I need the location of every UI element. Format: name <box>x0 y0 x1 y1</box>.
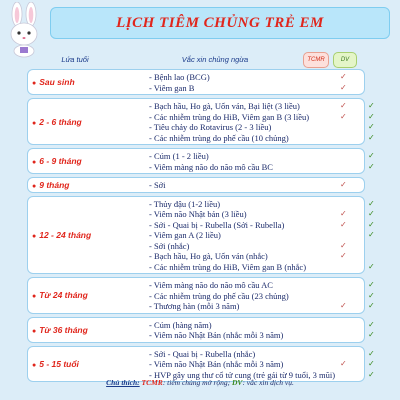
age-group-row <box>27 346 375 383</box>
tcmr-check-icon: ✓ <box>340 101 347 110</box>
age-group-row <box>27 317 375 343</box>
vaccine-item: - Tiêu chảy do Rotavirus (2 - 3 liều) <box>149 122 272 132</box>
age-group-label <box>32 77 112 87</box>
tcmr-check-icon: ✓ <box>340 111 347 121</box>
footer-legend <box>0 378 400 387</box>
tcmr-check-icon: ✓ <box>340 240 347 250</box>
bullet-icon: ● <box>32 361 37 369</box>
vaccine-item: - Các nhiễm trùng do phế cầu (10 chủng) <box>149 132 289 143</box>
age-group-label <box>32 180 112 190</box>
vaccine-item: - Viêm màng não do não mô cầu AC <box>149 280 273 290</box>
age-group-row <box>27 177 365 193</box>
dv-check-icon: ✓ <box>368 330 375 339</box>
vaccine-item: - Các nhiễm trùng do HiB, Viêm gan B (nhắc) <box>149 261 307 272</box>
dv-check-icon: ✓ <box>368 122 375 131</box>
dv-check-icon: ✓ <box>368 280 375 289</box>
vaccine-item: - Viêm não Nhật bản (3 liều) <box>149 209 247 219</box>
age-text: Từ 36 tháng <box>39 324 88 335</box>
dv-check-icon: ✓ <box>368 261 375 271</box>
tcmr-check-icon: ✓ <box>340 301 347 310</box>
vaccine-item: - Sởi - Quai bị - Rubella (nhắc) <box>149 348 256 359</box>
vaccine-item: - Sởi - Quai bị - Rubella (Sởi - Rubella) <box>149 219 285 230</box>
tcmr-check-icon: ✓ <box>340 251 347 260</box>
bullet-icon: ● <box>32 293 37 301</box>
age-text: Từ 24 tháng <box>39 290 88 301</box>
bullet-icon: ● <box>32 119 37 127</box>
legend-tcmr-key: TCMR <box>141 378 163 387</box>
age-group-label <box>32 359 112 369</box>
vaccine-item: - Các nhiễm trùng do HiB, Viêm gan B (3 liều) <box>149 111 310 122</box>
legend-dv-desc: : vắc xin dịch vụ. <box>242 378 294 387</box>
dv-check-icon: ✓ <box>368 290 375 300</box>
bunny-mascot-icon <box>2 2 46 58</box>
legend-tcmr-desc: : tiêm chủng mở rộng; <box>162 378 231 387</box>
vaccine-item: - Cúm (1 - 2 liều) <box>149 151 209 161</box>
dv-check-icon: ✓ <box>368 161 375 171</box>
tcmr-check-icon: ✓ <box>340 359 347 368</box>
dv-check-icon: ✓ <box>368 151 375 160</box>
age-text: 6 - 9 tháng <box>39 156 82 166</box>
dv-check-icon: ✓ <box>368 132 375 142</box>
dv-check-icon: ✓ <box>368 209 375 218</box>
age-group-label <box>32 156 112 166</box>
age-group-row <box>27 98 375 145</box>
vaccine-item: - Viêm gan B <box>149 82 195 93</box>
dv-check-icon: ✓ <box>368 369 375 379</box>
vaccine-item: - Viêm gan A (2 liều) <box>149 230 221 240</box>
page-title: LỊCH TIÊM CHỦNG TRẺ EM <box>116 14 324 31</box>
bullet-icon: ● <box>32 232 37 240</box>
age-group-label <box>32 230 112 240</box>
bullet-icon: ● <box>32 80 37 87</box>
vaccine-item: - Thương hàn (mỗi 3 năm) <box>149 301 240 311</box>
age-group-row <box>27 277 375 314</box>
age-group-label <box>32 117 112 127</box>
dv-check-icon: ✓ <box>368 301 375 310</box>
header-vaccine: Vắc xin chủng ngừa <box>181 54 249 64</box>
vaccine-item: - HVP gây ung thư cổ tử cung (trẻ gái từ 9 tuổi, 3 mũi) <box>149 369 336 380</box>
age-text: 12 - 24 tháng <box>39 229 92 240</box>
age-group-row <box>27 148 375 174</box>
dv-check-icon: ✓ <box>368 348 375 358</box>
bullet-icon: ● <box>32 159 37 166</box>
age-text: 5 - 15 tuổi <box>39 358 79 369</box>
vaccine-item: - Viêm não Nhật Bản (nhắc mỗi 3 năm) <box>149 330 284 340</box>
dv-check-icon: ✓ <box>368 219 375 229</box>
vaccine-item: - Viêm màng não do não mô cầu BC <box>149 161 273 172</box>
header-age: Lứa tuổi <box>61 54 89 64</box>
vaccine-item: - Bạch hầu, Ho gà, Uốn ván (nhắc) <box>149 251 268 261</box>
dv-check-icon: ✓ <box>368 359 375 368</box>
tcmr-check-icon: ✓ <box>340 72 347 81</box>
vaccine-item: - Sởi <box>149 180 166 190</box>
vaccine-item: - Bạch hầu, Ho gà, Uốn ván, Bại liệt (3 liều) <box>149 101 300 111</box>
age-group-label <box>32 290 112 300</box>
header-dv: DV <box>333 52 357 68</box>
age-group-row <box>27 69 365 95</box>
bullet-icon: ● <box>32 182 37 190</box>
dv-check-icon: ✓ <box>368 319 375 329</box>
dv-check-icon: ✓ <box>368 111 375 121</box>
vaccine-item: - Thủy đậu (1-2 liều) <box>149 198 221 209</box>
tcmr-check-icon: ✓ <box>340 82 347 92</box>
age-text: 2 - 6 tháng <box>39 116 82 127</box>
dv-check-icon: ✓ <box>368 101 375 110</box>
vaccine-item: - Sởi (nhắc) <box>149 240 190 251</box>
tcmr-check-icon: ✓ <box>340 209 347 218</box>
bullet-icon: ● <box>32 327 37 335</box>
dv-check-icon: ✓ <box>368 198 375 208</box>
age-text: Sau sinh <box>39 77 75 87</box>
legend-dv-key: DV <box>232 378 243 387</box>
tcmr-check-icon: ✓ <box>340 219 347 229</box>
dv-check-icon: ✓ <box>368 230 375 239</box>
header-tcmr: TCMR <box>303 52 329 68</box>
tcmr-check-icon: ✓ <box>340 180 347 189</box>
age-group-label <box>32 325 112 335</box>
vaccine-item: - Các nhiễm trùng do phế cầu (23 chủng) <box>149 290 289 301</box>
vaccine-item: - Cúm (hàng năm) <box>149 319 212 330</box>
title-banner <box>50 7 390 39</box>
legend-label: Chú thích: <box>106 378 140 387</box>
age-group-row <box>27 196 375 275</box>
vaccine-item: - Bệnh lao (BCG) <box>149 72 210 82</box>
age-text: 9 tháng <box>39 179 70 190</box>
vaccine-item: - Viêm não Nhật Bản (nhắc mỗi 3 năm) <box>149 359 284 369</box>
